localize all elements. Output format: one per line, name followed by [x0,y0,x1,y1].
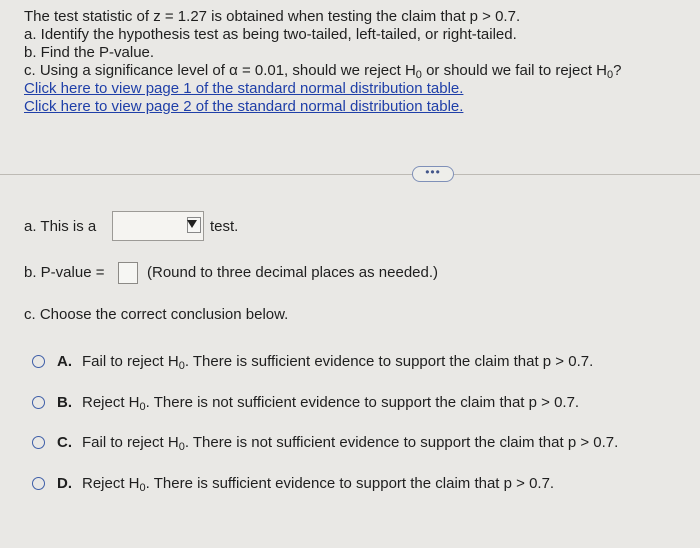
question-part-c-text3: ? [613,62,622,79]
question-statement: The test statistic of z = 1.27 is obtained when testing the claim that p > 0.7. [24,8,521,25]
table-page-1-link[interactable]: Click here to view page 1 of the standard normal distribution table. [24,80,464,97]
part-b-label: b. P-value = [24,264,105,281]
option-c[interactable] [32,434,618,451]
question-part-a: a. Identify the hypothesis test as being two-tailed, left-tailed, or right-tailed. [24,26,517,43]
radio-icon[interactable] [32,477,45,490]
option-text-pre: Reject H [82,475,140,492]
option-letter: D. [57,475,72,492]
option-text-post: . There is not sufficient evidence to support the claim that p > 0.7. [145,394,580,411]
option-letter: A. [57,353,72,370]
radio-icon[interactable] [32,436,45,449]
tail-type-dropdown[interactable] [112,211,204,241]
option-text-post: . There is sufficient evidence to support the claim that p > 0.7. [145,475,555,492]
radio-icon[interactable] [32,396,45,409]
rounding-note: (Round to three decimal places as needed.) [147,264,439,281]
option-letter: B. [57,394,72,411]
subscript-zero: 0 [607,69,614,81]
option-text-pre: Reject H [82,394,140,411]
subscript-zero: 0 [178,441,185,453]
option-text-post: . There is sufficient evidence to support the claim that p > 0.7. [184,353,594,370]
subscript-zero: 0 [178,360,185,372]
section-divider [0,174,700,175]
question-block [24,8,689,116]
option-text-post: . There is not sufficient evidence to support the claim that p > 0.7. [184,434,619,451]
p-value-input[interactable] [118,262,138,284]
subscript-zero: 0 [139,482,146,494]
question-part-c-text1: c. Using a significance level of α = 0.01, should we reject H [24,62,416,79]
part-c-label: c. Choose the correct conclusion below. [24,306,289,323]
question-part-c-text2: or should we fail to reject H [421,62,608,79]
table-page-2-link[interactable]: Click here to view page 2 of the standard normal distribution table. [24,98,464,115]
subscript-zero: 0 [139,401,146,413]
option-letter: C. [57,434,72,451]
option-text-pre: Fail to reject H [82,434,179,451]
expand-button[interactable]: ••• [412,166,454,182]
subscript-zero: 0 [415,69,422,81]
part-a-suffix: test. [210,218,239,235]
option-a[interactable] [32,353,593,370]
chevron-down-icon [187,220,197,228]
part-a-label: a. This is a [24,218,97,235]
question-part-b: b. Find the P-value. [24,44,155,61]
radio-icon[interactable] [32,355,45,368]
option-text-pre: Fail to reject H [82,353,179,370]
option-b[interactable] [32,394,579,411]
question-part-c [24,62,689,80]
option-d[interactable] [32,475,554,492]
